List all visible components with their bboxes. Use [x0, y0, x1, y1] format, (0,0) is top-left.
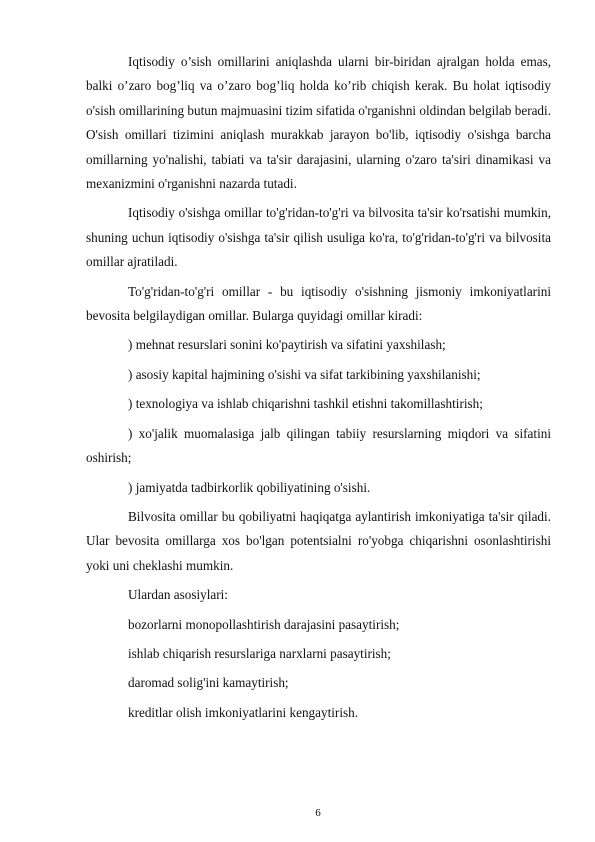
- paragraph-direct-indirect-intro: Iqtisodiy o'sishga omillar to'g'ridan-to'g'ri va bilvosita ta'sir ko'rsatishi mumkin, shuning uchun iqtisodiy o'sishga ta'sir qilish usuliga ko'ra, to'g'ridan-to'g'ri va bilvosita omillar ajratiladi.: [86, 205, 551, 270]
- list-item: bozorlarni monopollashtirish darajasini pasaytirish;: [128, 616, 400, 632]
- paragraph-growth-factors-system: Iqtisodiy o’sish omillarini aniqlashda ularni bir-biridan ajralgan holda emas, balki o’zaro bog’liq va o’zaro bog’liq holda ko’rib chiqish kerak. Bu holat iqtisodiy o'sish omillarining butun majmuasini tizim sifatida o'rganishni oldindan belgilab beradi. O'sish omillari tizimini aniqlash murakkab jarayon bo'lib, iqtisodiy o'sishga barcha omillarning yo'nalishi, tabiati va ta'sir darajasini, ularning o'zaro ta'siri dinamikasi va mexanizmini o'rganishni nazarda tutadi.: [86, 54, 551, 192]
- list-item: ) asosiy kapital hajmining o'sishi va sifat tarkibining yaxshilanishi;: [128, 366, 481, 382]
- list-item: ) xo'jalik muomalasiga jalb qilingan tabiiy resurslarning miqdori va sifatini oshirish;: [86, 425, 551, 466]
- list-item: ) mehnat resurslari sonini ko'paytirish va sifatini yaxshilash;: [128, 337, 446, 353]
- list-item: kreditlar olish imkoniyatlarini kengaytirish.: [128, 704, 359, 720]
- list-item: ) jamiyatda tadbirkorlik qobiliyatining o'sishi.: [128, 479, 371, 495]
- list-item: ) texnologiya va ishlab chiqarishni tashkil etishni takomillashtirish;: [128, 396, 483, 412]
- paragraph-direct-factors-definition: To'g'ridan-to'g'ri omillar - bu iqtisodiy o'sishning jismoniy imkoniyatlarini bevosita belgilaydigan omillar. Bularga quyidagi omillar kiradi:: [86, 283, 551, 324]
- document-body: [86, 50, 551, 730]
- list-item: ishlab chiqarish resurslariga narxlarni pasaytirish;: [128, 645, 391, 661]
- page-number: 6: [315, 807, 321, 819]
- paragraph-main-ones: Ulardan asosiylari:: [128, 587, 228, 603]
- paragraph-indirect-factors-definition: Bilvosita omillar bu qobiliyatni haqiqatga aylantirish imkoniyatiga ta'sir qiladi. Ular bevosita omillarga xos bo'lgan potentsialni ro'yobga chiqarishni osonlashtirishi yoki uni cheklashi mumkin.: [86, 508, 551, 573]
- list-item: daromad solig'ini kamaytirish;: [128, 675, 289, 691]
